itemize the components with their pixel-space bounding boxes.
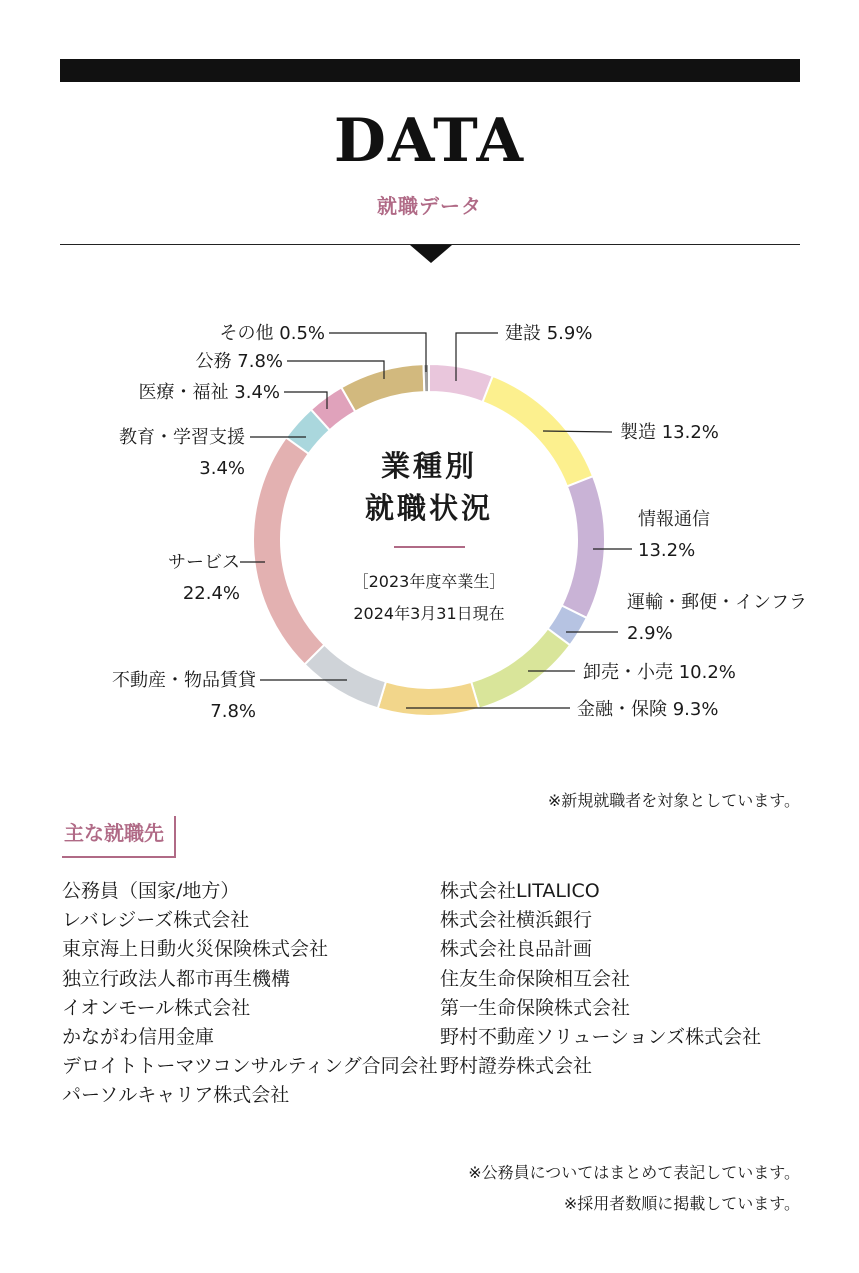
list-item: 株式会社横浜銀行 xyxy=(440,909,593,932)
employers-list-right xyxy=(440,877,761,1081)
list-item: パーソルキャリア株式会社 xyxy=(62,1084,290,1107)
donut-slice-金融-保険 xyxy=(378,682,479,716)
donut-slice-建設 xyxy=(429,364,493,402)
slice-label-金融-保険: 金融・保険 9.3% xyxy=(577,699,719,720)
slice-label-公務: 公務 7.8% xyxy=(195,351,283,372)
slice-label-情報通信-value: 13.2% xyxy=(638,540,696,561)
chart-footnote: ※新規就職者を対象としています。 xyxy=(547,791,800,810)
list-item: デロイトトーマツコンサルティング合同会社 xyxy=(62,1055,438,1078)
list-item: 独立行政法人都市再生機構 xyxy=(62,967,291,990)
donut-slice-不動産-物品賃貸 xyxy=(305,645,386,709)
list-item: 住友生命保険相互会社 xyxy=(440,967,631,990)
slice-label-建設: 建設 5.9% xyxy=(505,323,593,344)
list-item: 公務員（国家/地方） xyxy=(62,880,240,902)
slice-label-サービス: サービス xyxy=(168,552,240,573)
slice-label-情報通信: 情報通信 xyxy=(638,509,710,530)
center-note-line-2: 2024年3月31日現在 xyxy=(353,604,505,623)
chart-center xyxy=(353,449,506,623)
center-note-line-1: ［2023年度卒業生］ xyxy=(352,572,506,591)
down-arrow-icon xyxy=(410,245,452,263)
slice-label-運輸-郵便-インフラ: 運輸・郵便・インフラ xyxy=(627,592,807,613)
slice-label-サービス-value: 22.4% xyxy=(182,583,240,604)
donut-slices xyxy=(253,364,605,716)
slice-label-不動産-物品賃貸: 不動産・物品賃貸 xyxy=(112,670,256,691)
slice-label-運輸-郵便-インフラ-value: 2.9% xyxy=(627,623,673,644)
list-item: 野村不動産ソリューションズ株式会社 xyxy=(440,1026,762,1049)
employers-heading xyxy=(62,816,176,858)
slice-label-不動産-物品賃貸-value: 7.8% xyxy=(210,701,256,722)
center-title-line-2: 就職状況 xyxy=(364,491,494,525)
center-title-line-1: 業種別 xyxy=(380,449,478,483)
employers-heading-label: 主な就職先 xyxy=(64,821,164,845)
list-item: 野村證券株式会社 xyxy=(440,1055,593,1078)
list-item: レバレジーズ株式会社 xyxy=(62,909,250,932)
footer-note-1: ※公務員についてはまとめて表記しています。 xyxy=(468,1163,800,1182)
footer-note-2: ※採用者数順に掲載しています。 xyxy=(563,1194,800,1213)
employers-list-left xyxy=(62,877,438,1111)
donut-slice-サービス xyxy=(253,437,324,664)
donut-slice-卸売-小売 xyxy=(471,628,570,708)
top-bar xyxy=(60,59,800,82)
slice-label-教育-学習支援-value: 3.4% xyxy=(199,458,245,479)
slice-label-医療-福祉: 医療・福祉 3.4% xyxy=(138,382,280,403)
list-item: 株式会社LITALICO xyxy=(440,880,600,902)
industry-donut-chart xyxy=(0,290,859,760)
slice-label-卸売-小売: 卸売・小売 10.2% xyxy=(583,662,736,683)
list-item: イオンモール株式会社 xyxy=(62,996,251,1019)
page-subtitle: 就職データ xyxy=(377,194,482,218)
page-title: DATA xyxy=(333,106,526,176)
donut-slice-情報通信 xyxy=(562,476,605,618)
list-item: 第一生命保険株式会社 xyxy=(440,996,631,1019)
slice-label-製造: 製造 13.2% xyxy=(620,422,719,443)
list-item: 株式会社良品計画 xyxy=(440,938,593,961)
slice-label-その他: その他 0.5% xyxy=(219,323,325,344)
list-item: かながわ信用金庫 xyxy=(62,1026,215,1049)
slice-label-教育-学習支援: 教育・学習支援 xyxy=(119,427,245,448)
list-item: 東京海上日動火災保険株式会社 xyxy=(62,938,329,961)
donut-slice-公務 xyxy=(341,364,424,412)
